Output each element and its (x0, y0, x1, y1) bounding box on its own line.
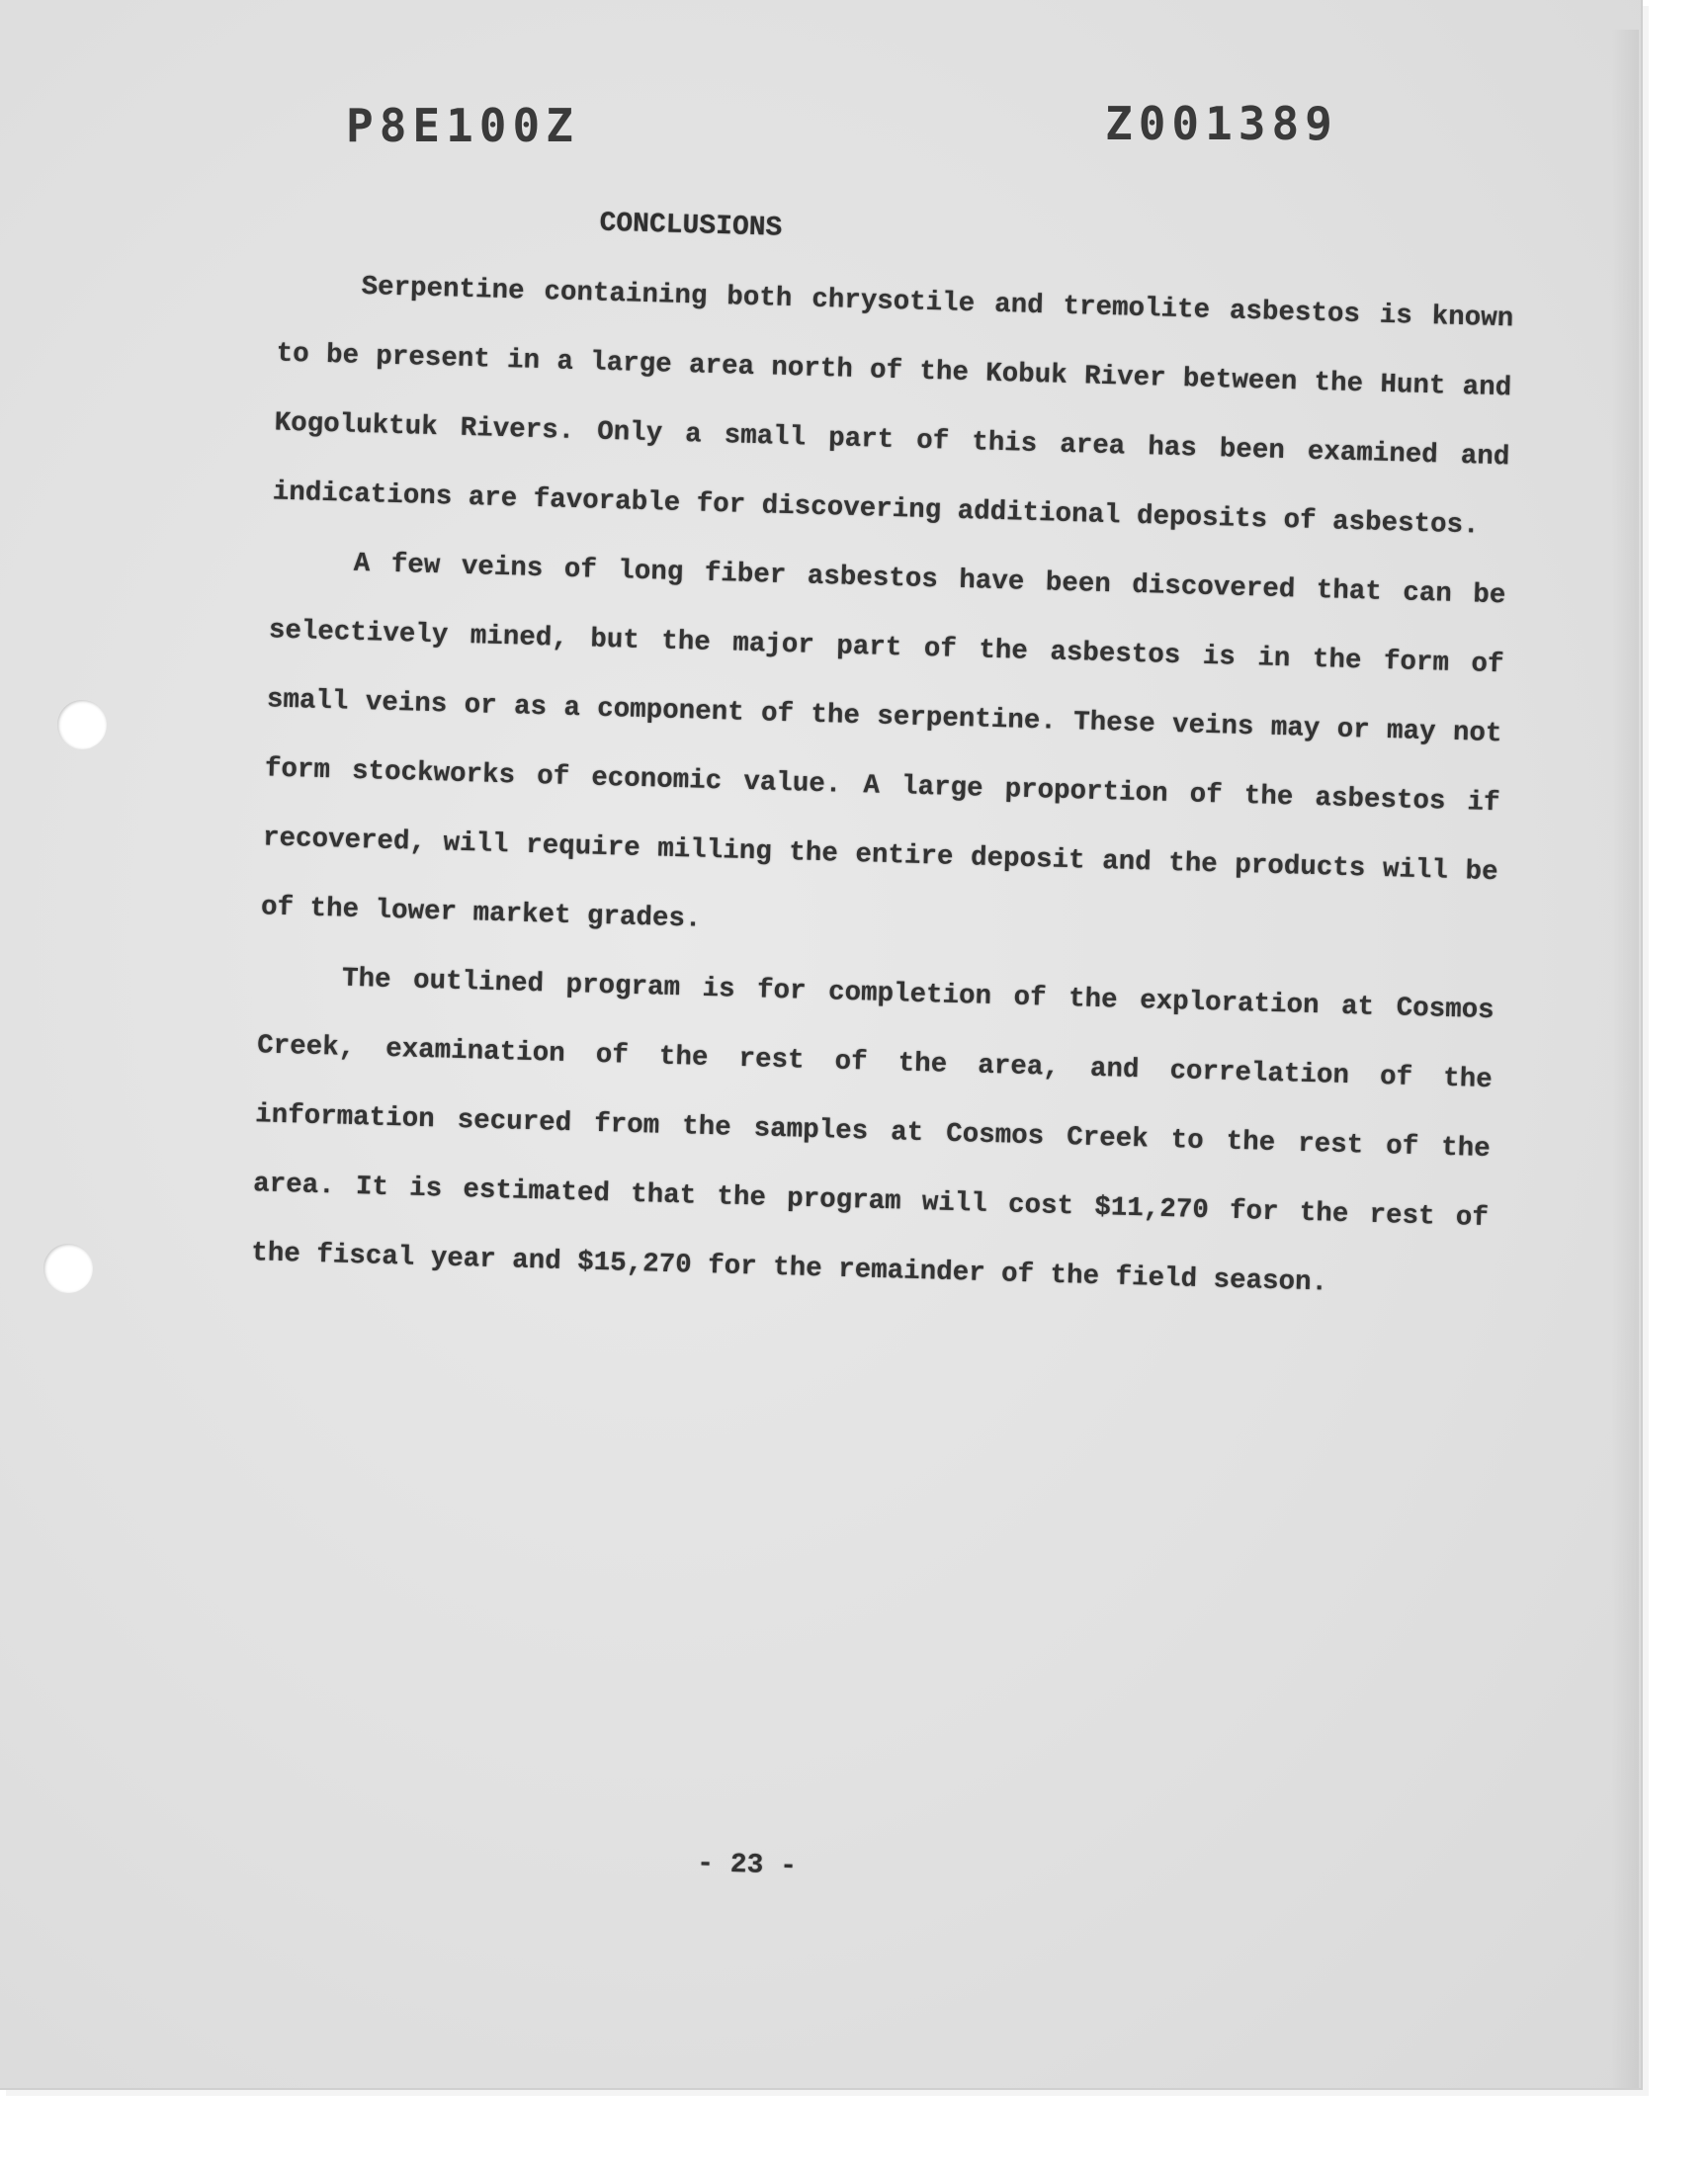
stamp-left: P8E100Z (346, 99, 579, 152)
stamp-right: Z001389 (1105, 97, 1338, 150)
page-number: - 23 - (696, 1849, 798, 1882)
paragraph-3: The outlined program is for completion of the exploration at Cosmos Creek, examination of the rest of the area, and correlation of the information secured from the samples at Cosmos Creek to the rest of the area. It is estimated that the program will cost $11,270 for the rest of the fiscal year and $15,270 for the remainder of the field season. (250, 963, 1495, 1299)
paragraph-1: Serpentine containing both chrysotile and tremolite asbestos is known to be present in a large area north of the Kobuk River between the Hunt and Kogoluktuk Rivers. Only a small part of this area has been examined and indications are favorable for discovering additional deposits of asbestos. (272, 271, 1514, 542)
body-text (250, 251, 1514, 1323)
section-heading: CONCLUSIONS (599, 208, 783, 244)
paragraph-2: A few veins of long fiber asbestos have been discovered that can be selectively mined, but the major part of the asbestos is in the form of small veins or as a component of the serpentine. These veins may or may not form stockworks of economic value. A large proportion of the asbestos if recovered, will require milling the entire deposit and the products will be of the lower market grades. (260, 548, 1506, 935)
